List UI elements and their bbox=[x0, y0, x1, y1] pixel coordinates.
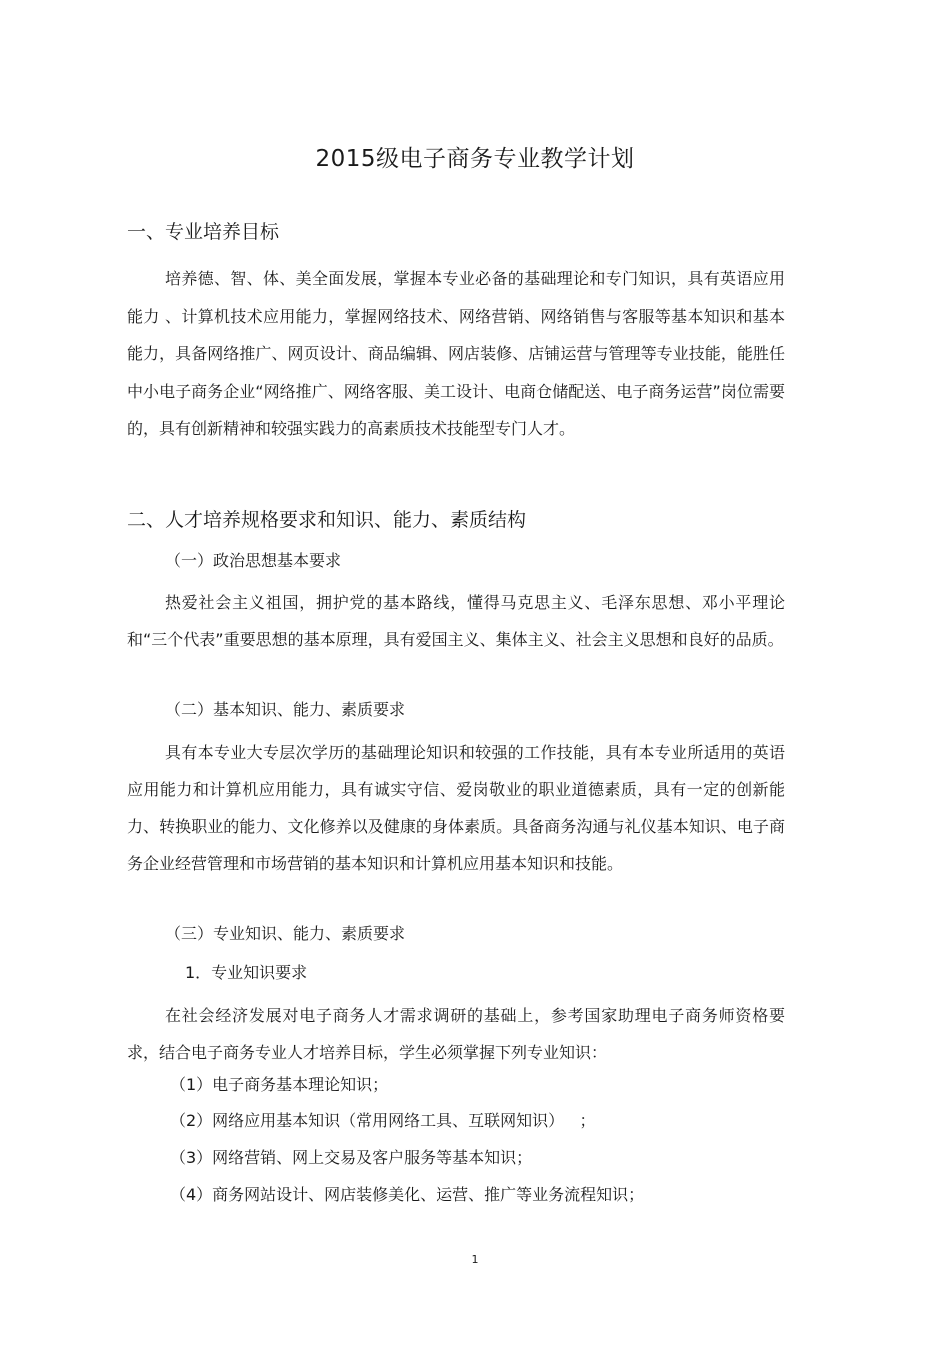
point1-heading: 1．专业知识要求 bbox=[185, 963, 308, 982]
list-item: （3）网络营销、网上交易及客户服务等基本知识； bbox=[170, 1148, 533, 1167]
section2-heading: 二、人才培养规格要求和知识、能力、素质结构 bbox=[127, 509, 527, 531]
sub2-heading: （二）基本知识、能力、素质要求 bbox=[165, 700, 406, 719]
sub2-paragraph: 具有本专业大专层次学历的基础理论知识和较强的工作技能，具有本专业所适用的英语应用能力和计算机应用能力，具有诚实守信、爱岗敬业的职业道德素质，具有一定的创新能力、转换职业的能力、文化修养以及健康的身体素质。具备商务沟通与礼仪基本知识、电子商务企业经营管理和市场营销的基本知识和计算机应用基本知识和技能。 bbox=[127, 743, 785, 873]
list-item: （2）网络应用基本知识（常用网络工具、互联网知识） ； bbox=[170, 1111, 596, 1130]
section1-paragraph: 培养德、智、体、美全面发展，掌握本专业必备的基础理论和专门知识，具有英语应用能力 、计算机技术应用能力，掌握网络技术、网络营销、网络销售与客服等基本知识和基本能力，具备网络推广、网页设计、商品编辑、网店装修、店铺运营与管理等专业技能，能胜任中小电子商务企业“网络推广、网络客服、美工设计、电商仓储配送、电子商务运营”岗位需要的，具有创新精神和较强实践力的高素质技术技能型专门人才。 bbox=[127, 269, 785, 438]
sub1-paragraph: 热爱社会主义祖国，拥护党的基本路线，懂得马克思主义、毛泽东思想、邓小平理论和“三个代表”重要思想的基本原理，具有爱国主义、集体主义、社会主义思想和良好的品质。 bbox=[127, 593, 785, 649]
sub3-heading: （三）专业知识、能力、素质要求 bbox=[165, 924, 406, 943]
sub1-heading: （一）政治思想基本要求 bbox=[165, 551, 342, 570]
page-number: 1 bbox=[471, 1253, 479, 1266]
document-title: 2015级电子商务专业教学计划 bbox=[315, 146, 635, 172]
list-item: （1）电子商务基本理论知识； bbox=[170, 1075, 389, 1094]
list-item: （4）商务网站设计、网店装修美化、运营、推广等业务流程知识； bbox=[170, 1185, 645, 1204]
point1-paragraph: 在社会经济发展对电子商务人才需求调研的基础上，参考国家助理电子商务师资格要求，结合电子商务专业人才培养目标，学生必须掌握下列专业知识： bbox=[127, 1006, 785, 1062]
section1-heading: 一、专业培养目标 bbox=[127, 221, 280, 243]
